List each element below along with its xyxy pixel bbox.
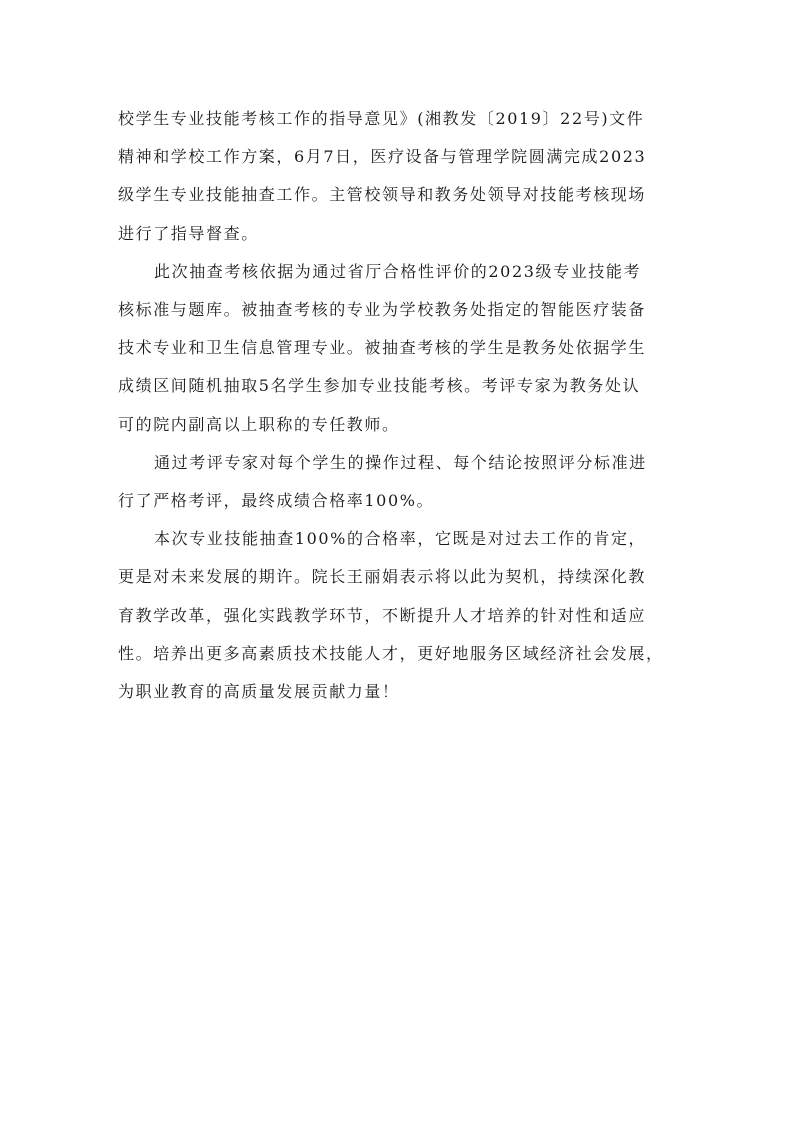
text-line: 行了严格考评，最终成绩合格率100%。: [118, 491, 435, 511]
text-line: 通过考评专家对每个学生的操作过程、每个结论按照评分标准进: [154, 452, 647, 472]
document-body: [118, 100, 678, 711]
text-line: 精神和学校工作方案，6月7日，医疗设备与管理学院圆满完成2023: [118, 147, 647, 167]
text-line: 可的院内副高以上职称的专任教师。: [118, 414, 400, 434]
text-line: 校学生专业技能考核工作的指导意见》(湘教发〔2019〕22号)文件: [118, 109, 645, 128]
paragraph-4: [118, 520, 678, 711]
text-line: 性。培养出更多高素质技术技能人才，更好地服务区域经济社会发展，: [118, 643, 664, 663]
text-line: 成绩区间随机抽取5名学生参加专业技能考核。考评专家为教务处认: [118, 376, 641, 396]
text-line: 核标准与题库。被抽查考核的专业为学校教务处指定的智能医疗装备: [118, 300, 647, 320]
text-line: 更是对未来发展的期许。院长王丽娟表示将以此为契机，持续深化教: [118, 567, 647, 587]
text-line: 育教学改革，强化实践教学环节，不断提升人才培养的针对性和适应: [118, 605, 647, 625]
text-line: 进行了指导督查。: [118, 223, 259, 243]
paragraph-1: [118, 100, 678, 253]
text-line: 为职业教育的高质量发展贡献力量！: [118, 682, 400, 702]
text-line: 此次抽查考核依据为通过省厅合格性评价的2023级专业技能考: [154, 261, 642, 281]
paragraph-3: [118, 444, 678, 520]
text-line: 本次专业技能抽查100%的合格率，它既是对过去工作的肯定，: [154, 529, 647, 549]
text-line: 技术专业和卫生信息管理专业。被抽查考核的学生是教务处依据学生: [118, 338, 647, 358]
text-line: 级学生专业技能抽查工作。主管校领导和教务处领导对技能考核现场: [118, 185, 647, 205]
paragraph-2: [118, 253, 678, 444]
